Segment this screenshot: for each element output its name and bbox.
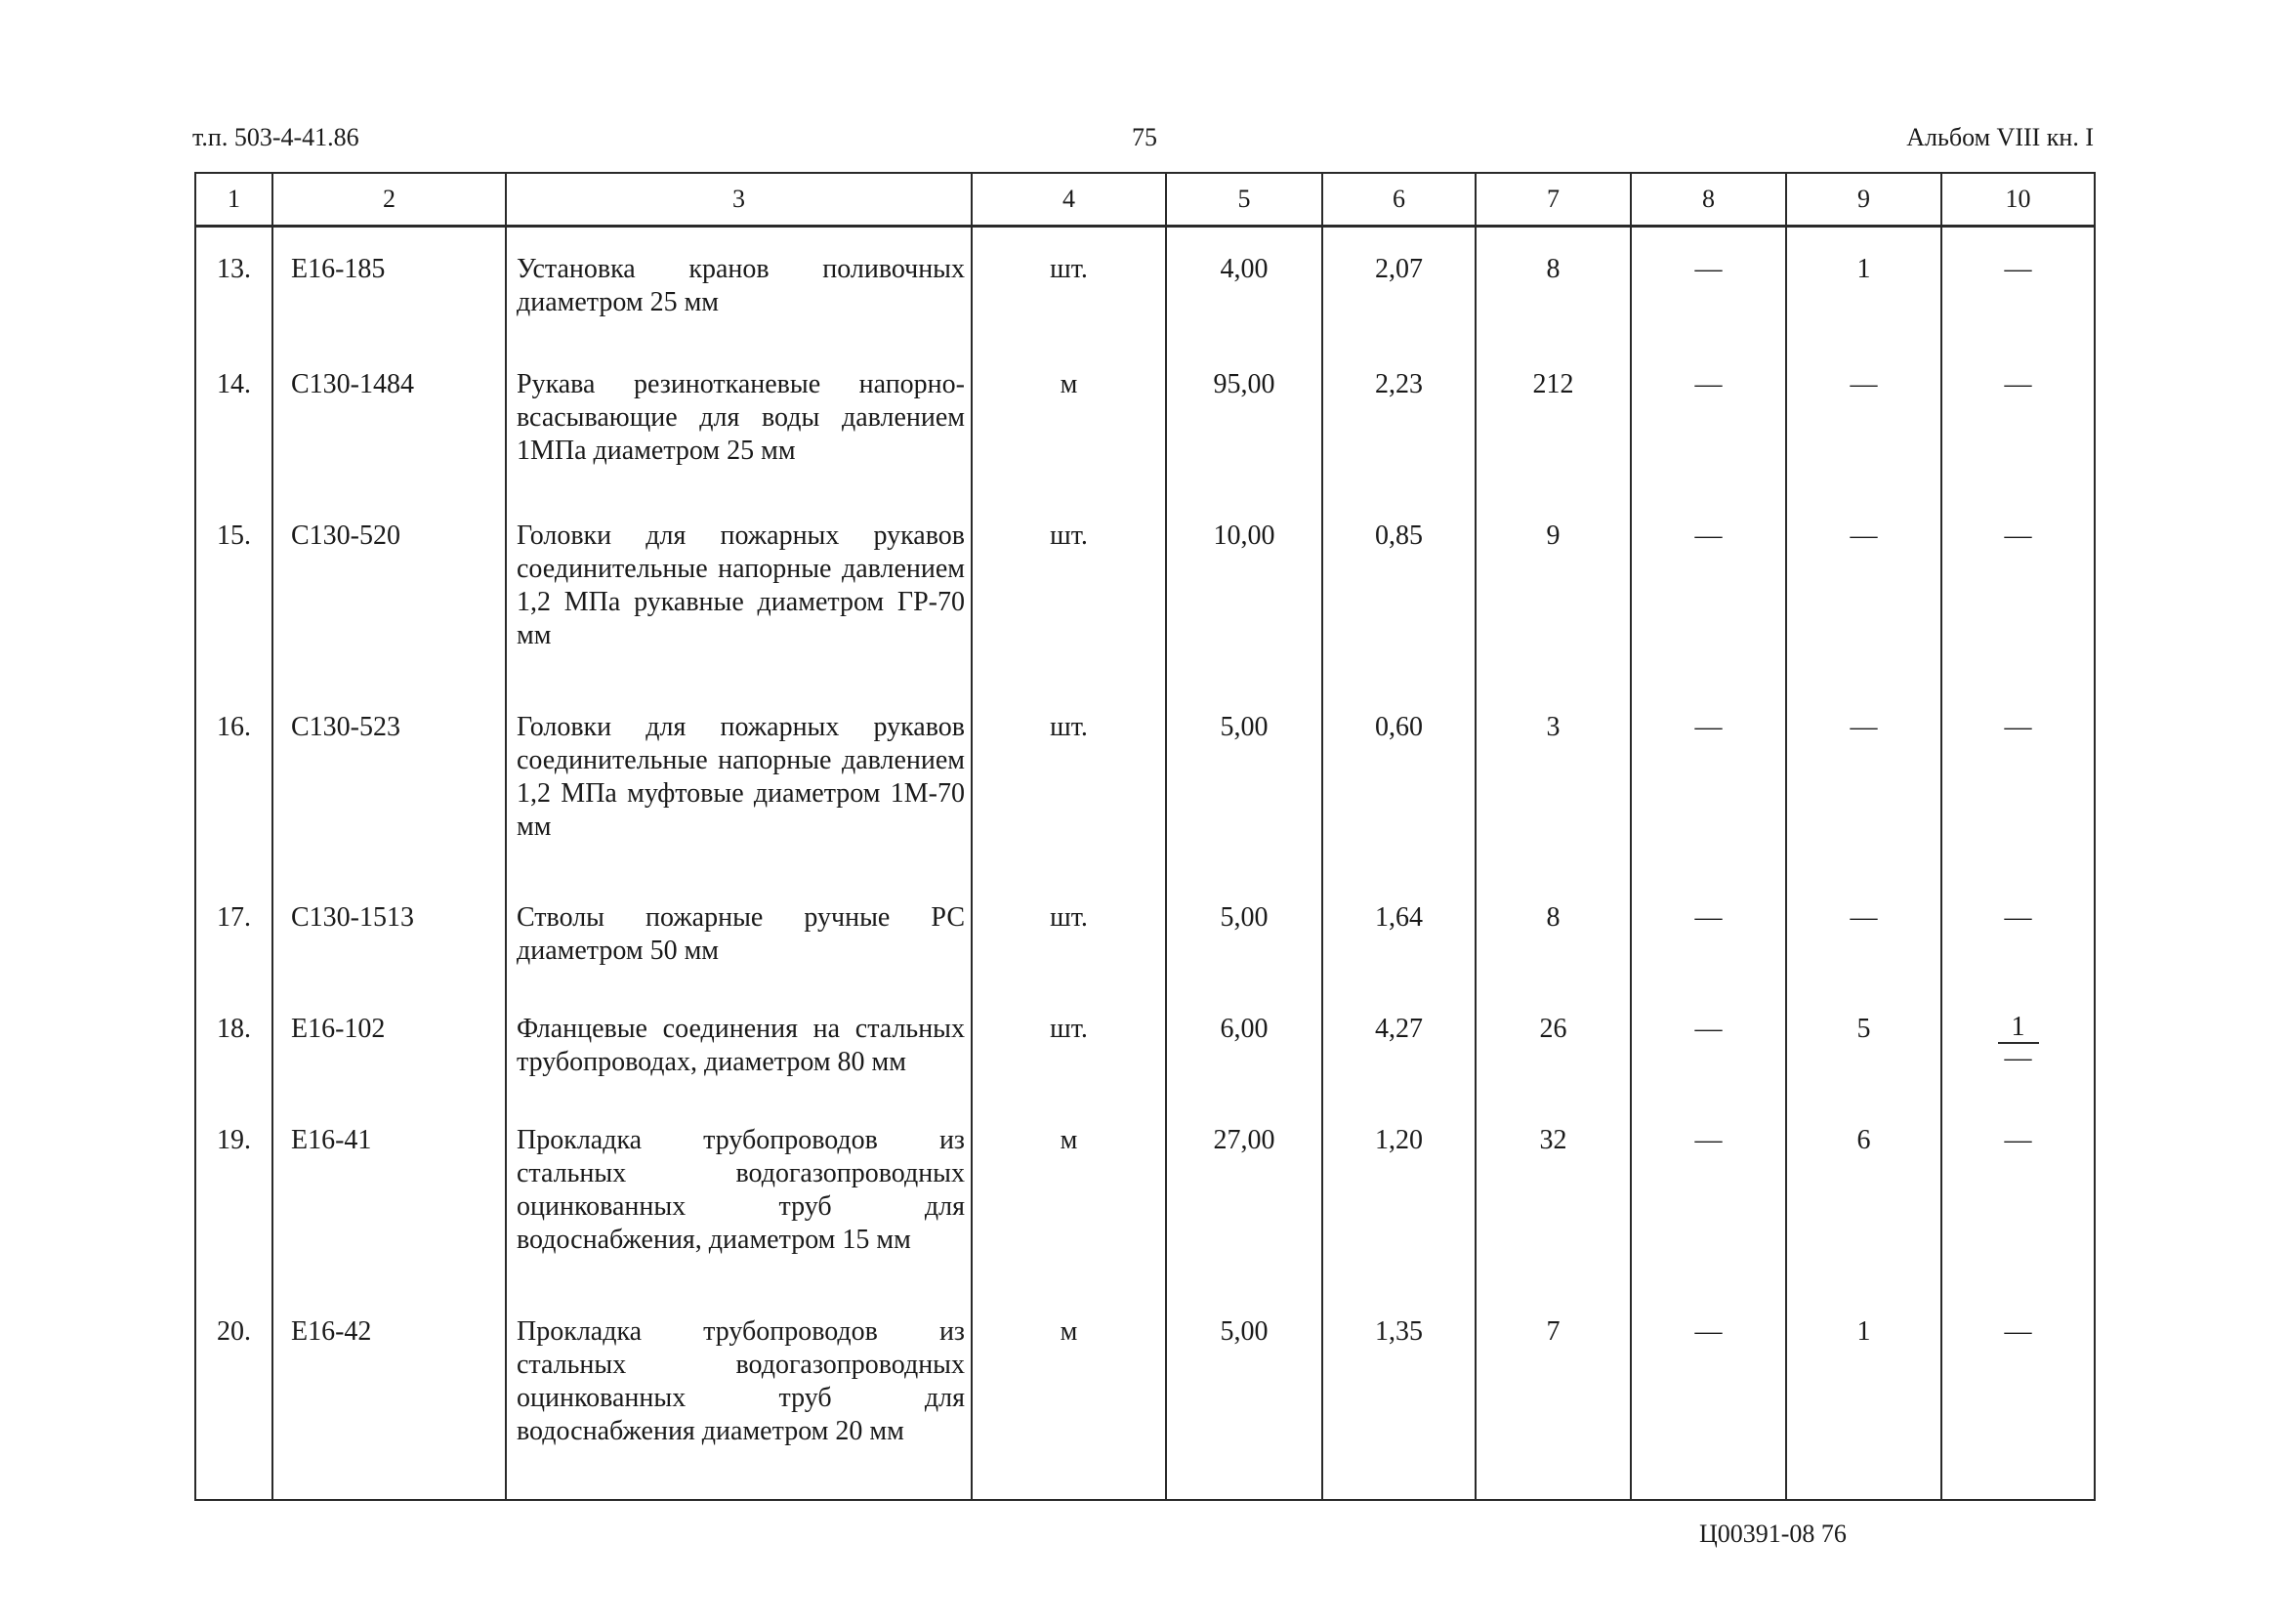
column-header: 6 <box>1322 173 1476 227</box>
row-number: 18. <box>195 1005 272 1116</box>
row-number: 15. <box>195 512 272 703</box>
column-header: 7 <box>1476 173 1631 227</box>
col-9-value: — <box>1786 512 1941 703</box>
column-header: 5 <box>1166 173 1322 227</box>
col-6-value: 1,64 <box>1322 894 1476 1005</box>
unit: м <box>972 1116 1166 1308</box>
work-description: Фланцевые соединения на стальных трубопроводах, диаметром 80 мм <box>506 1005 972 1116</box>
album-label: Альбом VIII кн. I <box>1906 123 2094 151</box>
table-row <box>195 1308 2095 1499</box>
rate-code: Е16-41 <box>272 1116 506 1308</box>
col-8-value: — <box>1631 360 1786 512</box>
document-code: Ц00391-08 76 <box>1699 1520 1847 1548</box>
col-6-value: 0,60 <box>1322 703 1476 895</box>
col-10-value: — <box>1941 1116 2095 1308</box>
col-7-value: 7 <box>1476 1308 1631 1499</box>
col-5-value: 10,00 <box>1166 512 1322 703</box>
col-5-value: 6,00 <box>1166 1005 1322 1116</box>
column-header: 10 <box>1941 173 2095 227</box>
col-10-value <box>1941 1005 2095 1116</box>
col-6-value: 2,07 <box>1322 227 1476 360</box>
column-header: 8 <box>1631 173 1786 227</box>
table-row <box>195 512 2095 703</box>
col-5-value: 5,00 <box>1166 1308 1322 1499</box>
col-10-value: — <box>1941 227 2095 360</box>
col-5-value: 4,00 <box>1166 227 1322 360</box>
col-7-value: 8 <box>1476 894 1631 1005</box>
col-8-value: — <box>1631 1116 1786 1308</box>
col-7-value: 212 <box>1476 360 1631 512</box>
col-10-value: — <box>1941 360 2095 512</box>
unit: м <box>972 360 1166 512</box>
col-7-value: 32 <box>1476 1116 1631 1308</box>
rate-code: Е16-42 <box>272 1308 506 1499</box>
work-description: Рукава резинотканевые напорно-всасывающие для воды давлением 1МПа диаметром 25 мм <box>506 360 972 512</box>
col-6-value: 1,20 <box>1322 1116 1476 1308</box>
fraction-denominator: — <box>2004 1043 2032 1074</box>
unit: шт. <box>972 703 1166 895</box>
rate-code: С130-523 <box>272 703 506 895</box>
col-8-value: — <box>1631 1308 1786 1499</box>
page-header <box>192 123 2094 162</box>
col-5-value: 27,00 <box>1166 1116 1322 1308</box>
row-number: 19. <box>195 1116 272 1308</box>
row-number: 16. <box>195 703 272 895</box>
unit: шт. <box>972 894 1166 1005</box>
col-8-value: — <box>1631 1005 1786 1116</box>
col-7-value: 9 <box>1476 512 1631 703</box>
col-9-value: 1 <box>1786 227 1941 360</box>
specification-table <box>194 172 2096 1501</box>
col-6-value: 1,35 <box>1322 1308 1476 1499</box>
work-description: Головки для пожарных рукавов соединительные напорные давлением 1,2 МПа рукавные диаметром ГР-70 мм <box>506 512 972 703</box>
document-designation: т.п. 503-4-41.86 <box>192 123 359 151</box>
rate-code: С130-1513 <box>272 894 506 1005</box>
col-9-value: 6 <box>1786 1116 1941 1308</box>
rate-code: С130-520 <box>272 512 506 703</box>
col-7-value: 3 <box>1476 703 1631 895</box>
col-8-value: — <box>1631 512 1786 703</box>
rate-code: С130-1484 <box>272 360 506 512</box>
work-description: Установка кранов поливочных диаметром 25 мм <box>506 227 972 360</box>
col-10-value: — <box>1941 1308 2095 1499</box>
column-header: 1 <box>195 173 272 227</box>
fraction-numerator: 1 <box>1998 1013 2039 1044</box>
column-header: 2 <box>272 173 506 227</box>
unit: шт. <box>972 227 1166 360</box>
table-row <box>195 1005 2095 1116</box>
work-description: Прокладка трубопроводов из стальных водогазопроводных оцинкованных труб для водоснабжения диаметром 20 мм <box>506 1308 972 1499</box>
row-number: 13. <box>195 227 272 360</box>
col-10-value: — <box>1941 894 2095 1005</box>
unit: шт. <box>972 1005 1166 1116</box>
col-7-value: 26 <box>1476 1005 1631 1116</box>
page-number: 75 <box>1132 123 1157 151</box>
work-description: Головки для пожарных рукавов соединительные напорные давлением 1,2 МПа муфтовые диаметром 1М-70 мм <box>506 703 972 895</box>
col-8-value: — <box>1631 703 1786 895</box>
col-8-value: — <box>1631 227 1786 360</box>
column-header: 4 <box>972 173 1166 227</box>
table-filler <box>195 1499 2095 1500</box>
table-row <box>195 703 2095 895</box>
col-9-value: 5 <box>1786 1005 1941 1116</box>
col-5-value: 95,00 <box>1166 360 1322 512</box>
table-row <box>195 1116 2095 1308</box>
column-header: 3 <box>506 173 972 227</box>
col-8-value: — <box>1631 894 1786 1005</box>
table-row <box>195 894 2095 1005</box>
col-6-value: 4,27 <box>1322 1005 1476 1116</box>
fraction-value <box>1998 1013 2039 1073</box>
column-number-header <box>195 173 2095 227</box>
col-7-value: 8 <box>1476 227 1631 360</box>
row-number: 20. <box>195 1308 272 1499</box>
unit: шт. <box>972 512 1166 703</box>
work-description: Стволы пожарные ручные РС диаметром 50 мм <box>506 894 972 1005</box>
column-header: 9 <box>1786 173 1941 227</box>
col-6-value: 0,85 <box>1322 512 1476 703</box>
work-description: Прокладка трубопроводов из стальных водогазопроводных оцинкованных труб для водоснабжения, диаметром 15 мм <box>506 1116 972 1308</box>
rate-code: Е16-102 <box>272 1005 506 1116</box>
rate-code: Е16-185 <box>272 227 506 360</box>
col-9-value: — <box>1786 703 1941 895</box>
col-6-value: 2,23 <box>1322 360 1476 512</box>
col-9-value: — <box>1786 894 1941 1005</box>
col-5-value: 5,00 <box>1166 703 1322 895</box>
col-5-value: 5,00 <box>1166 894 1322 1005</box>
unit: м <box>972 1308 1166 1499</box>
col-10-value: — <box>1941 512 2095 703</box>
col-9-value: 1 <box>1786 1308 1941 1499</box>
col-9-value: — <box>1786 360 1941 512</box>
table-row <box>195 360 2095 512</box>
col-10-value: — <box>1941 703 2095 895</box>
row-number: 14. <box>195 360 272 512</box>
table-row <box>195 227 2095 360</box>
row-number: 17. <box>195 894 272 1005</box>
